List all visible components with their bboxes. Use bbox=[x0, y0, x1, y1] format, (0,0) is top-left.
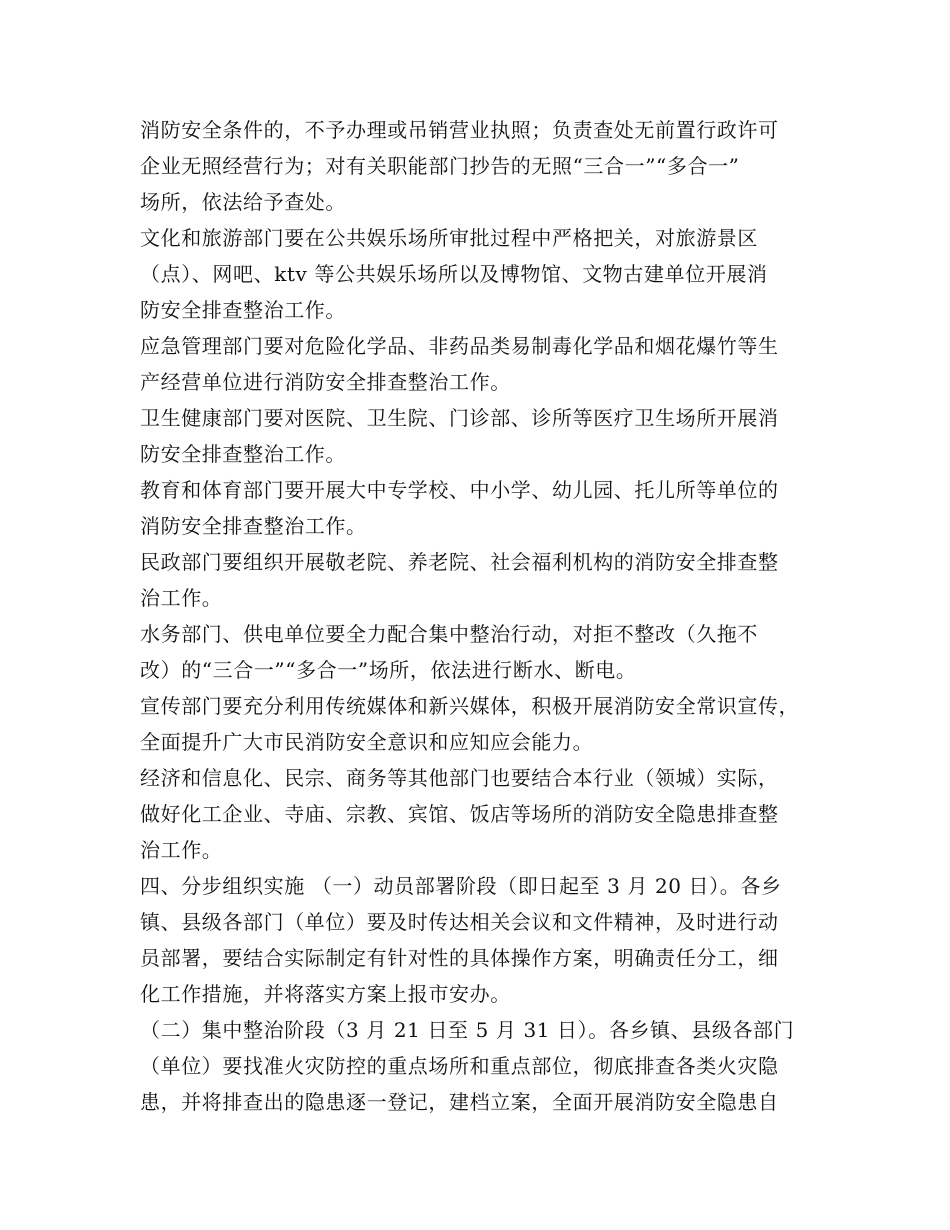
text-line: 治工作。 bbox=[140, 586, 223, 610]
text-line: （单位）要找准火灾防控的重点场所和重点部位，彻底排查各类火灾隐 bbox=[140, 1054, 779, 1078]
text-line: 经济和信息化、民宗、商务等其他部门也要结合本行业（领城）实际， bbox=[140, 766, 779, 790]
text-line: 消防安全排查整治工作。 bbox=[140, 514, 367, 538]
text-line: 文化和旅游部门要在公共娱乐场所审批过程中严格把关，对旅游景区 bbox=[140, 226, 758, 250]
text-line: 防安全排查整治工作。 bbox=[140, 442, 346, 466]
text-line: 宣传部门要充分利用传统媒体和新兴媒体，积极开展消防安全常识宣传， bbox=[140, 694, 800, 718]
text-line: 民政部门要组织开展敬老院、养老院、社会福利机构的消防安全排查整 bbox=[140, 550, 779, 574]
text-line: 做好化工企业、寺庙、宗教、宾馆、饭店等场所的消防安全隐患排查整 bbox=[140, 802, 779, 826]
text-line: 患，并将排查出的隐患逐一登记，建档立案，全面开展消防安全隐患自 bbox=[140, 1090, 779, 1114]
text-line: 企业无照经营行为；对有关职能部门抄告的无照“三合一”“多合一” bbox=[140, 154, 740, 178]
text-line: 场所，依法给予查处。 bbox=[140, 190, 346, 214]
section-heading-line: 四、分步组织实施 （一）动员部署阶段（即日起至 3 月 20 日）。各乡 bbox=[140, 874, 782, 898]
text-line: 消防安全条件的，不予办理或吊销营业执照；负责查处无前置行政许可 bbox=[140, 118, 779, 142]
text-line: 化工作措施，并将落实方案上报市安办。 bbox=[140, 982, 511, 1006]
text-line: （点）、网吧、ktv 等公共娱乐场所以及博物馆、文物古建单位开展消 bbox=[140, 262, 768, 286]
text-line: 员部署，要结合实际制定有针对性的具体操作方案，明确责任分工，细 bbox=[140, 946, 779, 970]
text-line: （二）集中整治阶段（3 月 21 日至 5 月 31 日）。各乡镇、县级各部门 bbox=[140, 1018, 795, 1042]
text-line: 水务部门、供电单位要全力配合集中整治行动，对拒不整改（久拖不 bbox=[140, 622, 758, 646]
text-line: 全面提升广大市民消防安全意识和应知应会能力。 bbox=[140, 730, 594, 754]
text-line: 治工作。 bbox=[140, 838, 223, 862]
text-line: 镇、县级各部门（单位）要及时传达相关会议和文件精神，及时进行动 bbox=[140, 910, 779, 934]
text-line: 教育和体育部门要开展大中专学校、中小学、幼儿园、托儿所等单位的 bbox=[140, 478, 779, 502]
text-line: 卫生健康部门要对医院、卫生院、门诊部、诊所等医疗卫生场所开展消 bbox=[140, 406, 779, 430]
text-line: 产经营单位进行消防安全排查整治工作。 bbox=[140, 370, 511, 394]
text-line: 应急管理部门要对危险化学品、非药品类易制毒化学品和烟花爆竹等生 bbox=[140, 334, 779, 358]
text-line: 防安全排查整治工作。 bbox=[140, 298, 346, 322]
document-body bbox=[140, 112, 830, 1120]
text-line: 改）的“三合一”“多合一”场所，依法进行断水、断电。 bbox=[140, 658, 637, 682]
